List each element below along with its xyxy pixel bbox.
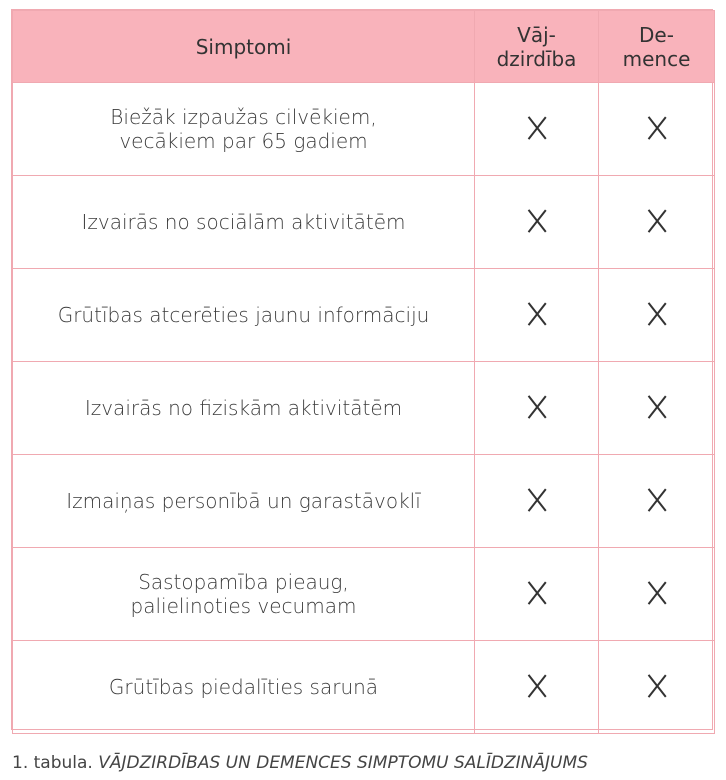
table-row (13, 269, 715, 362)
symptom-cell (13, 362, 475, 455)
header-hearing-loss (475, 11, 599, 83)
x-mark-text (657, 116, 658, 117)
symptom-text-line2: vecākiem par 65 gadiem (119, 129, 368, 153)
symptom-text-line1: Grūtības piedalīties sarunā (108, 675, 379, 699)
x-mark-icon (646, 209, 668, 231)
x-mark-text (657, 302, 658, 303)
x-mark-icon (646, 302, 668, 324)
header-dementia-line2: mence (622, 46, 691, 71)
hearing-loss-mark-cell (475, 176, 599, 269)
caption-number: 1. tabula. (12, 753, 93, 773)
caption-title: VĀJDZIRDĪBAS UN DEMENCES SIMPTOMU SALĪDZINĀJUMS (98, 753, 588, 773)
header-symptoms-label: Simptomi (195, 34, 292, 59)
x-mark-text (537, 488, 538, 489)
header-dementia-line1: De- (639, 22, 674, 47)
table-row (13, 83, 715, 176)
symptom-comparison-table (11, 9, 713, 730)
dementia-mark-cell (599, 176, 715, 269)
symptom-cell (13, 455, 475, 548)
x-mark-icon (646, 581, 668, 603)
x-mark-icon (526, 674, 548, 696)
x-mark-icon (526, 488, 548, 510)
table-row (13, 362, 715, 455)
x-mark-text (657, 674, 658, 675)
hearing-loss-mark-cell (475, 269, 599, 362)
x-mark-icon (646, 488, 668, 510)
x-mark-text (537, 209, 538, 210)
table-row (13, 176, 715, 269)
symptom-text-line1: Izmaiņas personībā un garastāvoklī (66, 489, 421, 513)
comparison-table (12, 10, 715, 734)
symptom-cell (13, 269, 475, 362)
x-mark-icon (646, 116, 668, 138)
symptom-cell (13, 548, 475, 641)
dementia-mark-cell (599, 548, 715, 641)
x-mark-text (537, 581, 538, 582)
x-mark-text (537, 116, 538, 117)
x-mark-text (657, 395, 658, 396)
symptom-text-line1: Izvairās no sociālām aktivitātēm (81, 210, 406, 234)
hearing-loss-mark-cell (475, 641, 599, 734)
x-mark-icon (526, 209, 548, 231)
x-mark-text (537, 395, 538, 396)
header-dementia (599, 11, 715, 83)
x-mark-icon (646, 674, 668, 696)
header-row (13, 11, 715, 83)
symptom-text-line2: palielinoties vecumam (130, 594, 357, 618)
x-mark-text (657, 209, 658, 210)
symptom-text-line1: Izvairās no fiziskām aktivitātēm (84, 396, 403, 420)
dementia-mark-cell (599, 362, 715, 455)
hearing-loss-mark-cell (475, 83, 599, 176)
symptom-text-line1: Grūtības atcerēties jaunu informāciju (57, 303, 430, 327)
dementia-mark-cell (599, 455, 715, 548)
x-mark-icon (646, 395, 668, 417)
x-mark-text (657, 581, 658, 582)
symptom-cell (13, 641, 475, 734)
hearing-loss-mark-cell (475, 548, 599, 641)
dementia-mark-cell (599, 83, 715, 176)
x-mark-text (537, 302, 538, 303)
x-mark-icon (526, 395, 548, 417)
x-mark-text (537, 674, 538, 675)
symptom-text-line1: Biežāk izpaužas cilvēkiem, (110, 105, 377, 129)
table-row (13, 455, 715, 548)
x-mark-text (657, 488, 658, 489)
hearing-loss-mark-cell (475, 455, 599, 548)
dementia-mark-cell (599, 269, 715, 362)
x-mark-icon (526, 116, 548, 138)
symptom-text-line1: Sastopamība pieaug, (138, 570, 349, 594)
table-caption (12, 752, 588, 774)
table-row (13, 548, 715, 641)
table-body (13, 83, 715, 734)
table-header (13, 11, 715, 83)
table-row (13, 641, 715, 734)
header-hearing-line2: dzirdība (496, 46, 577, 71)
symptom-cell (13, 176, 475, 269)
dementia-mark-cell (599, 641, 715, 734)
header-symptoms (13, 11, 475, 83)
header-hearing-line1: Vāj- (517, 22, 556, 47)
hearing-loss-mark-cell (475, 362, 599, 455)
x-mark-icon (526, 581, 548, 603)
symptom-cell (13, 83, 475, 176)
x-mark-icon (526, 302, 548, 324)
